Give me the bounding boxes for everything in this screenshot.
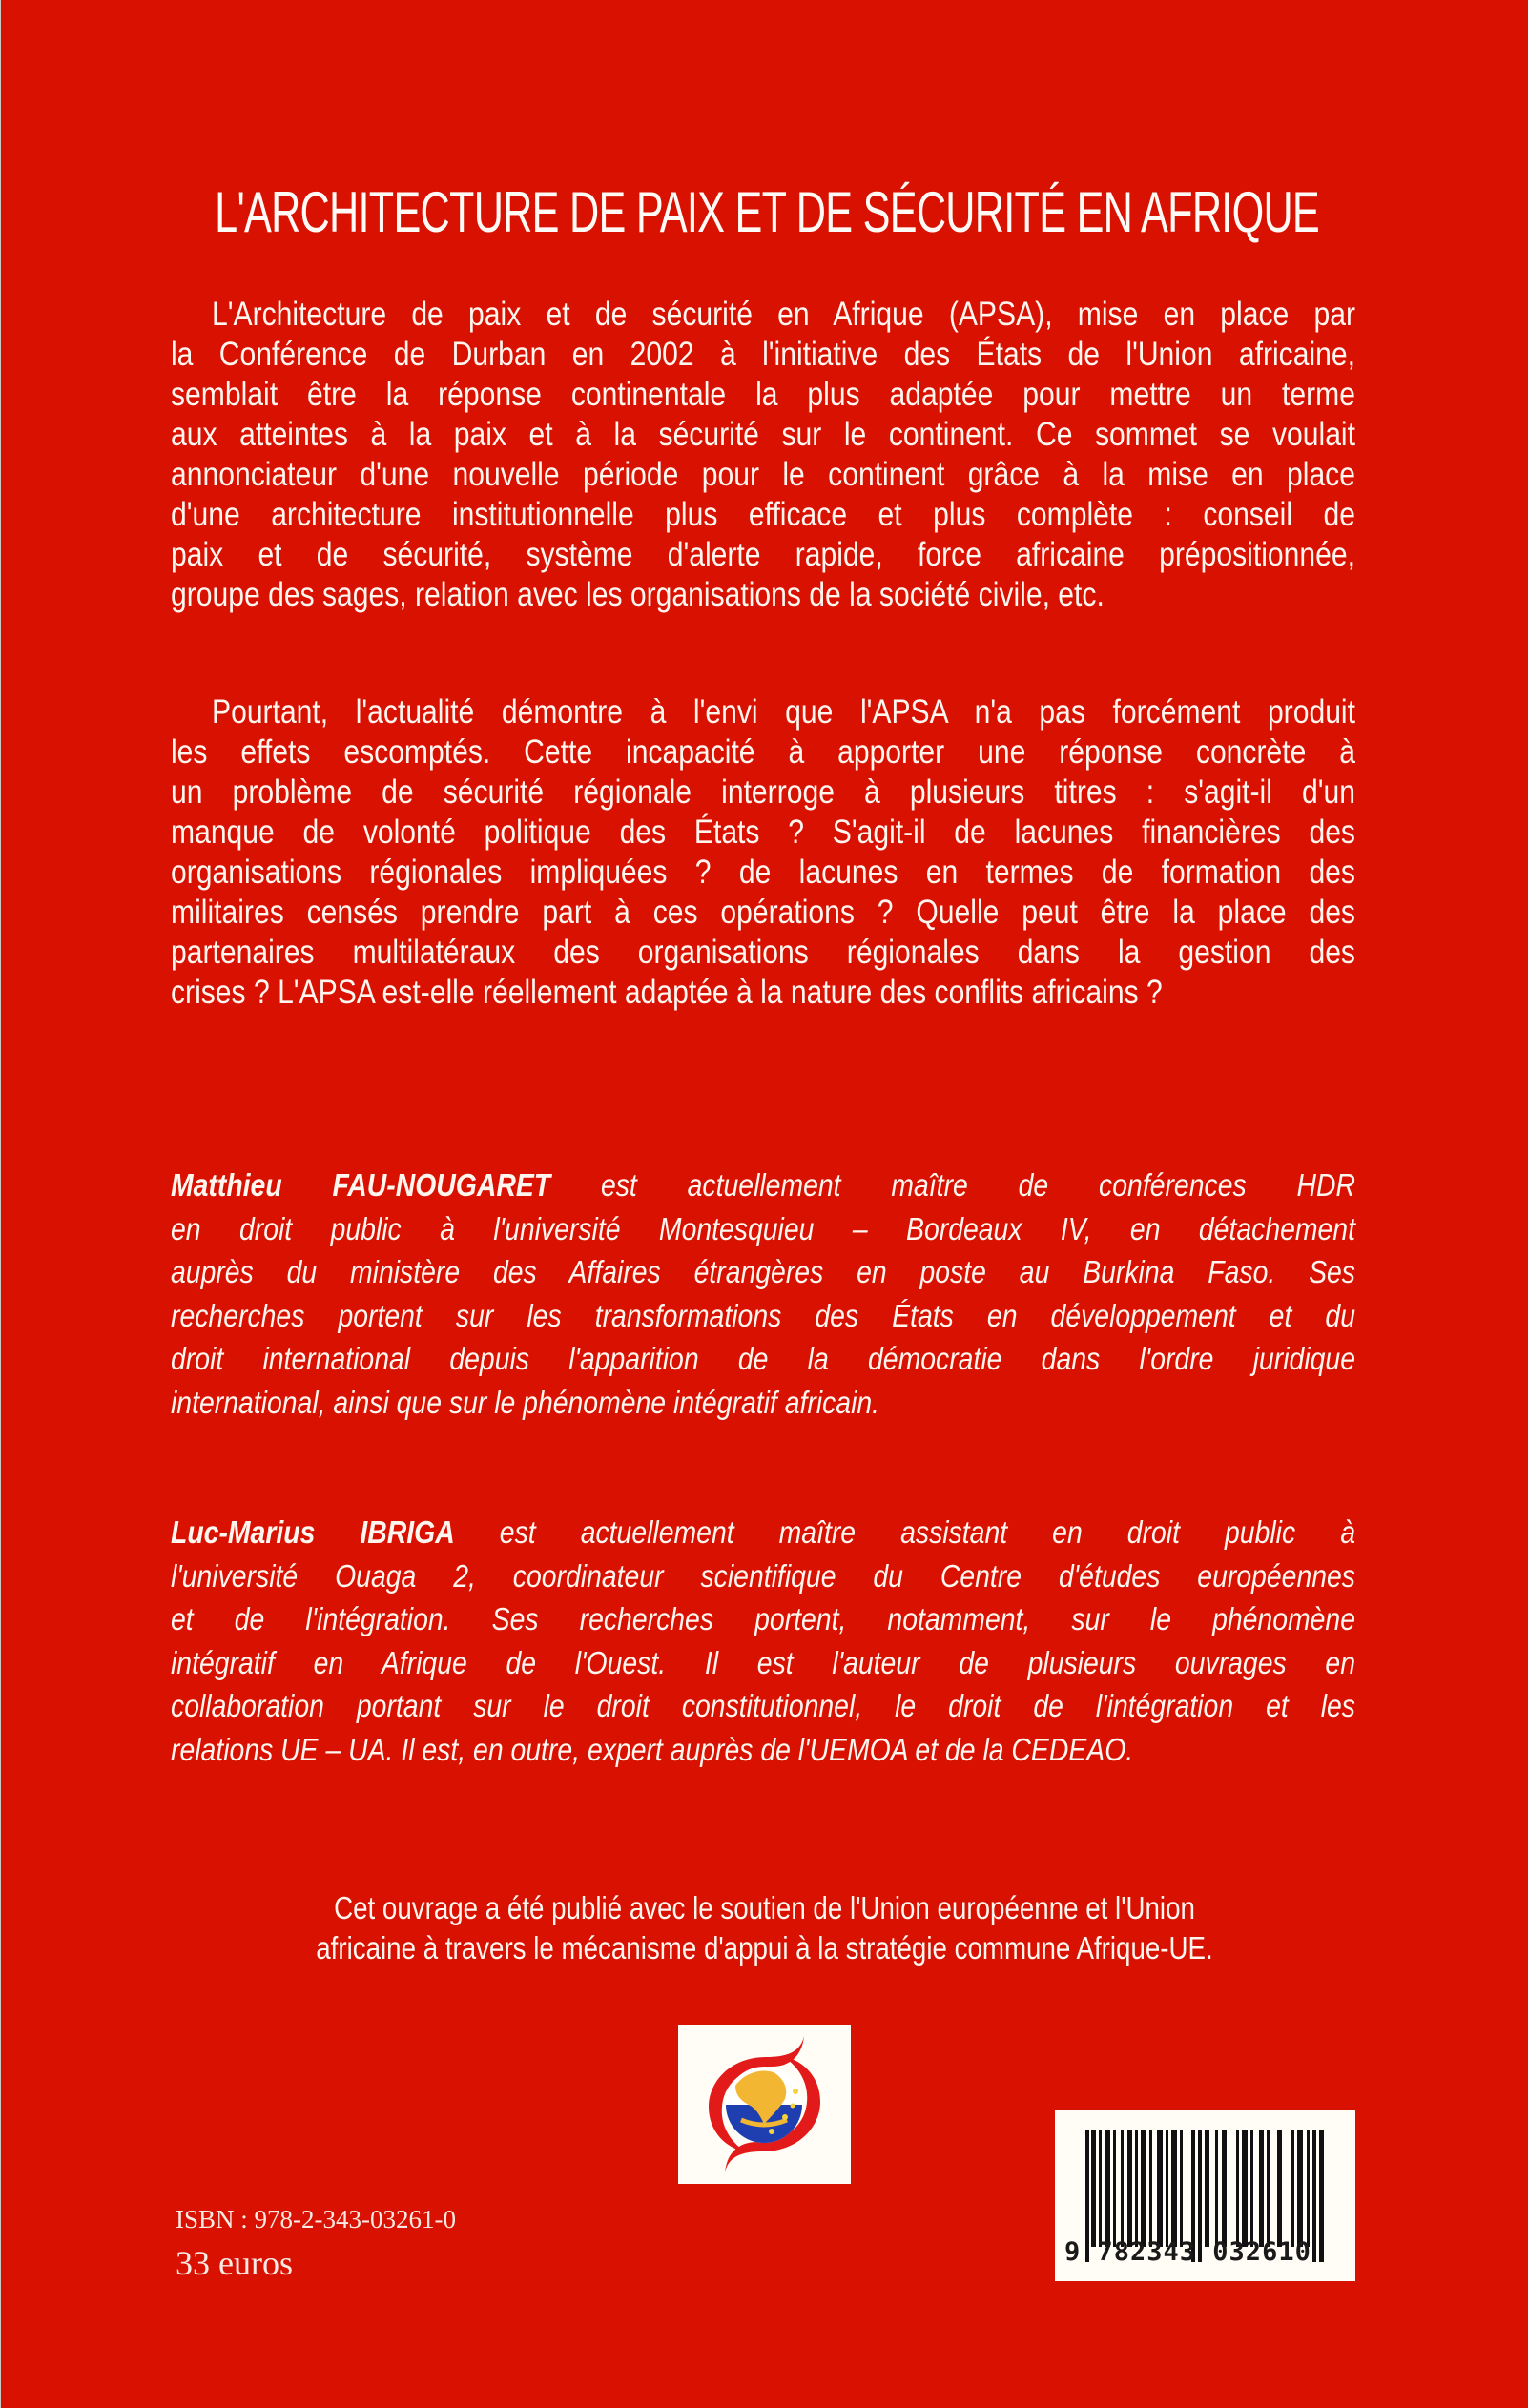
text-line: partenaires multilatéraux des organisations régionales dans la gestion des	[171, 934, 1355, 971]
text-line: Luc-Marius IBRIGA est actuellement maître assistant en droit public à	[171, 1514, 1356, 1550]
text-line: Cet ouvrage a été publié avec le soutien de l'Union européenne et l'Union	[334, 1890, 1195, 1925]
author-bio-ibriga	[171, 1511, 1355, 1771]
text-line: auprès du ministère des Affaires étrangères en poste au Burkina Faso. Ses	[171, 1254, 1355, 1289]
summary-paragraph-2	[171, 692, 1355, 1013]
text-line: droit international depuis l'apparition de la démocratie dans l'ordre juridique	[171, 1341, 1355, 1376]
text-line: intégratif en Afrique de l'Ouest. Il est l'auteur de plusieurs ouvrages en	[171, 1644, 1355, 1680]
isbn: ISBN : 978-2-343-03261-0	[176, 2205, 456, 2233]
africa-eu-partnership-logo-icon	[678, 2025, 851, 2184]
text-line: et de l'intégration. Ses recherches portent, notamment, sur le phénomène	[171, 1601, 1355, 1636]
text-line: relations UE – UA. Il est, en outre, expert auprès de l'UEMOA et de la CEDEAO.	[171, 1731, 1134, 1767]
author-name: Matthieu FAU-NOUGARET	[171, 1167, 551, 1203]
text-line: l'université Ouaga 2, coordinateur scientifique du Centre d'études européennes	[171, 1557, 1355, 1594]
text-line: L'Architecture de paix et de sécurité en Afrique (APSA), mise en place par	[212, 296, 1355, 333]
text-line: militaires censés prendre part à ces opérations ? Quelle peut être la place des	[171, 894, 1355, 931]
text-line: crises ? L'APSA est-elle réellement adaptée à la nature des conflits africains ?	[171, 974, 1163, 1011]
text-line: organisations régionales impliquées ? de lacunes en termes de formation des	[171, 854, 1355, 891]
author-name: Luc-Marius IBRIGA	[171, 1514, 455, 1550]
text-line: Matthieu FAU-NOUGARET est actuellement maître de conférences HDR	[171, 1167, 1355, 1203]
text-line: international, ainsi que sur le phénomène intégratif africain.	[171, 1384, 880, 1420]
text-line: un problème de sécurité régionale interroge à plusieurs titres : s'agit-il d'un	[171, 773, 1355, 811]
barcode-digits: 9 782343 032610	[1064, 2237, 1311, 2267]
summary-paragraph-1	[171, 295, 1355, 615]
text-line: recherches portent sur les transformations des États en développement et du	[171, 1297, 1355, 1333]
text-line: Pourtant, l'actualité démontre à l'envi que l'APSA n'a pas forcément produit	[212, 693, 1355, 731]
text-line: la Conférence de Durban en 2002 à l'initiative des États de l'Union africaine,	[171, 336, 1355, 373]
text-line: semblait être la réponse continentale la plus adaptée pour mettre un terme	[171, 376, 1355, 413]
text-line: en droit public à l'université Montesquieu – Bordeaux IV, en détachement	[171, 1210, 1355, 1246]
text-line: africaine à travers le mécanisme d'appui à la stratégie commune Afrique-UE.	[316, 1930, 1213, 1966]
text-line: collaboration portant sur le droit constitutionnel, le droit de l'intégration et les	[171, 1688, 1355, 1723]
text-line: groupe des sages, relation avec les organisations de la société civile, etc.	[171, 576, 1105, 613]
barcode	[1055, 2110, 1355, 2281]
text-line: aux atteintes à la paix et à la sécurité sur le continent. Ce sommet se voulait	[171, 416, 1355, 453]
funding-credit	[1, 1888, 1528, 1968]
text-line: les effets escomptés. Cette incapacité à apporter une réponse concrète à	[171, 733, 1355, 771]
author-bio-fau-nougaret	[171, 1163, 1355, 1424]
text-line: paix et de sécurité, système d'alerte rapide, force africaine prépositionnée,	[171, 536, 1355, 573]
text-line: manque de volonté politique des États ? S'agit-il de lacunes financières des	[171, 813, 1355, 851]
text-line: d'une architecture institutionnelle plus efficace et plus complète : conseil de	[171, 496, 1355, 533]
text-line: annonciateur d'une nouvelle période pour le continent grâce à la mise en place	[171, 456, 1355, 493]
price: 33 euros	[176, 2244, 293, 2282]
book-title: L'ARCHITECTURE DE PAIX ET DE SÉCURITÉ EN AFRIQUE	[215, 180, 1320, 244]
